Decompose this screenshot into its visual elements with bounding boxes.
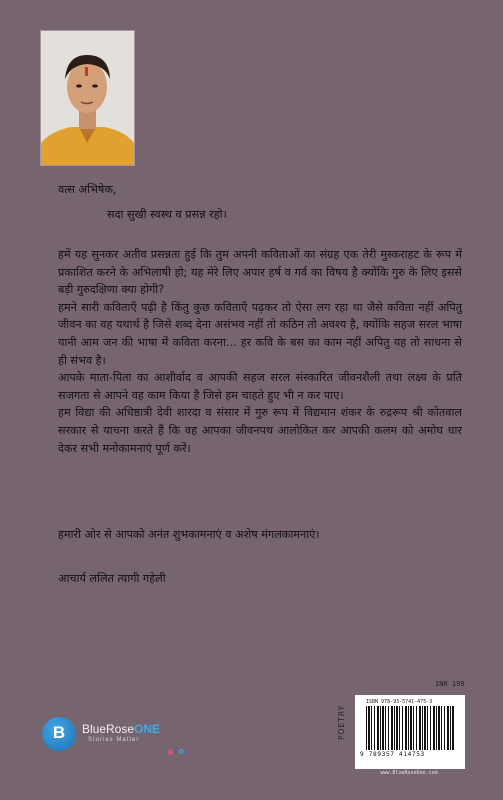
social-icons bbox=[167, 748, 185, 756]
letter-paragraph-4: हम विद्या की अधिष्ठात्री देवी शारदा व संसार में गुरु रूप में विद्यमान शंकर के रुद्ररूप श्री कोतवाल सरकार से याचना करते हैं कि वह आपका जीवनपथ आलोकित कर आपकी कलम को अमोघ धार देकर सभी मनोकामनाएं पूर्ण करें। bbox=[58, 406, 462, 455]
publisher-tagline: Stories Matter bbox=[88, 737, 140, 743]
publisher-name-part1: BlueRose bbox=[82, 722, 135, 736]
letter-signature: आचार्य ललित त्यागी गहेली bbox=[58, 572, 166, 585]
publisher-mark-icon bbox=[42, 717, 76, 751]
genre-label: POETRY bbox=[337, 704, 346, 740]
isbn-number: 9 789357 414753 bbox=[360, 751, 425, 758]
publisher-mark-letter: B bbox=[52, 723, 66, 742]
isbn-barcode bbox=[355, 695, 465, 769]
barcode-bars bbox=[366, 706, 454, 750]
publisher-logo bbox=[42, 717, 192, 757]
letter-paragraph-2: हमने सारी कविताएँ पढ़ी है किंतु कुछ कविताएँ पढ़कर तो ऐसा लग रहा था जैसे कविता नहीं अपितु जीवन का वह यथार्थ है जिसे शब्द देना असंभव नहीं तो कठिन तो अवश्य है, क्योंकि सहज सरल भाषा यानी आम जन की भाषा में कविता करना... हर कवि के बस का काम नहीं अपितु यह तो साधना से ही संभव है। bbox=[58, 300, 463, 367]
letter-blessing: सदा सुखी स्वस्थ व प्रसन्न रहो। bbox=[107, 208, 227, 221]
facebook-icon: f bbox=[174, 748, 179, 756]
publisher-website: www.BlueRoseOne.com bbox=[380, 770, 438, 776]
instagram-icon: ▣ bbox=[167, 748, 175, 756]
price-label: INR 199 bbox=[435, 680, 465, 688]
letter-greeting: वत्स अभिषेक, bbox=[58, 183, 117, 196]
letter-paragraph-1: हमें यह सुनकर अतीव प्रसन्नता हुई कि तुम अपनी कविताओं का संग्रह एक तेरी मुस्कराहट के रूप में प्रकाशित करने के अभिलाषी हो; यह मेरे लिए अपार हर्ष व गर्व का विषय है क्योंकि गुरु के लिए इससे बड़ी गुरुदक्षिणा क्या होगी? bbox=[58, 248, 462, 297]
author-photo bbox=[40, 30, 135, 166]
twitter-icon: ✿ bbox=[178, 748, 185, 756]
isbn-label: ISBN 978-93-5741-475-3 bbox=[366, 699, 433, 705]
letter-closing: हमारी ओर से आपको अनंत शुभकामनाएं व अशेष मंगलकामनाएं। bbox=[58, 528, 320, 541]
letter-paragraph-3: आपके माता-पिता का आशीर्वाद व आपकी सहज सरल संस्कारित जीवनशैली तथा लक्ष्य के प्रति सजगता से आपने वह काम किया है जिसे हम चाहते हुए भी न कर पाए। bbox=[58, 371, 462, 402]
publisher-name-part2: ONE bbox=[134, 722, 161, 736]
letter-body bbox=[58, 246, 462, 457]
publisher-name bbox=[82, 722, 160, 736]
